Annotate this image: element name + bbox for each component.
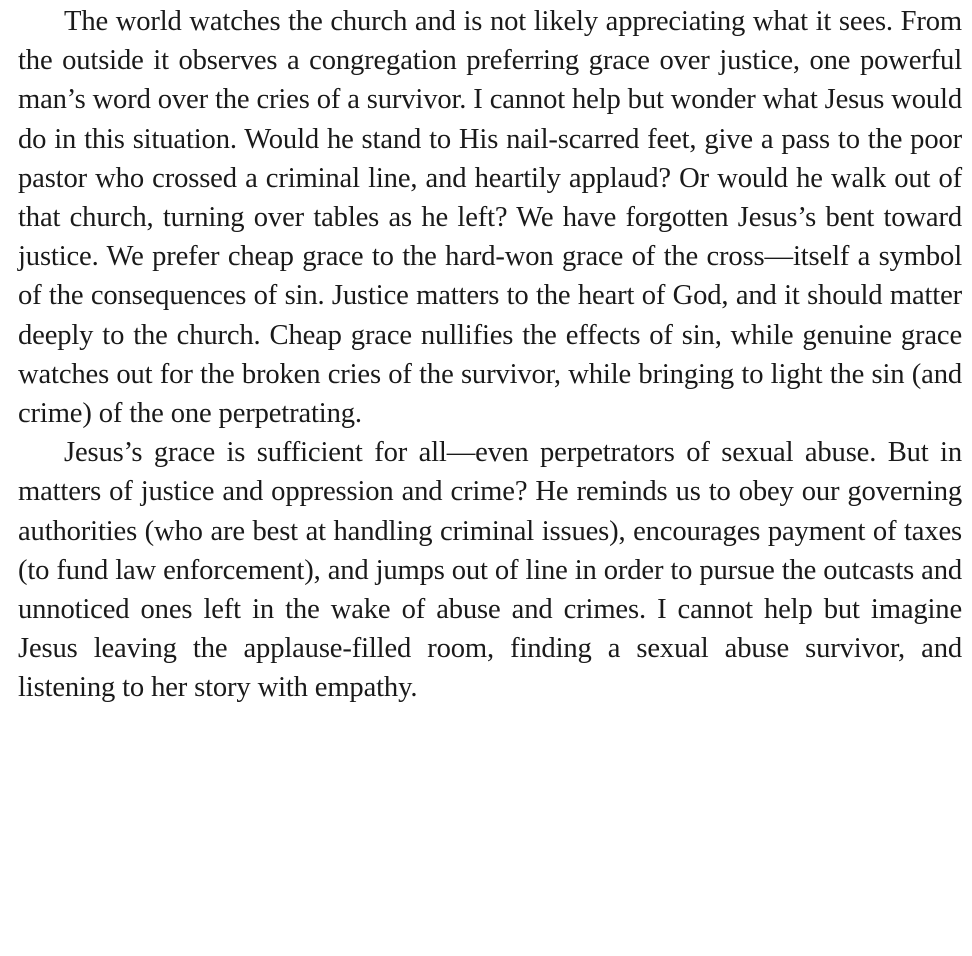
paragraph-2: Jesus’s grace is sufficient for all—even perpetrators of sexual abuse. But in matters of justice and oppression and crime? He reminds us to obey our governing authorities (who are best at handling criminal issues), encourages payment of taxes (to fund law enforcement), and jumps out of line in order to pursue the outcasts and unnoticed ones left in the wake of abuse and crimes. I cannot help but imagine Jesus leaving the applause-filled room, finding a sexual abuse survivor, and listening to her story with empathy. — [18, 437, 962, 704]
page-body — [18, 2, 962, 708]
paragraph-1: The world watches the church and is not likely appreciating what it sees. From the outside it observes a congregation preferring grace over justice, one powerful man’s word over the cries of a survivor. I cannot help but wonder what Jesus would do in this situation. Would he stand to His nail-scarred feet, give a pass to the poor pastor who crossed a criminal line, and heartily applaud? Or would he walk out of that church, turning over tables as he left? We have forgotten Jesus’s bent toward justice. We prefer cheap grace to the hard-won grace of the cross—itself a symbol of the consequences of sin. Justice matters to the heart of God, and it should matter deeply to the church. Cheap grace nullifies the effects of sin, while genuine grace watches out for the broken cries of the survivor, while bringing to light the sin (and crime) of the one perpetrating. — [18, 6, 962, 430]
